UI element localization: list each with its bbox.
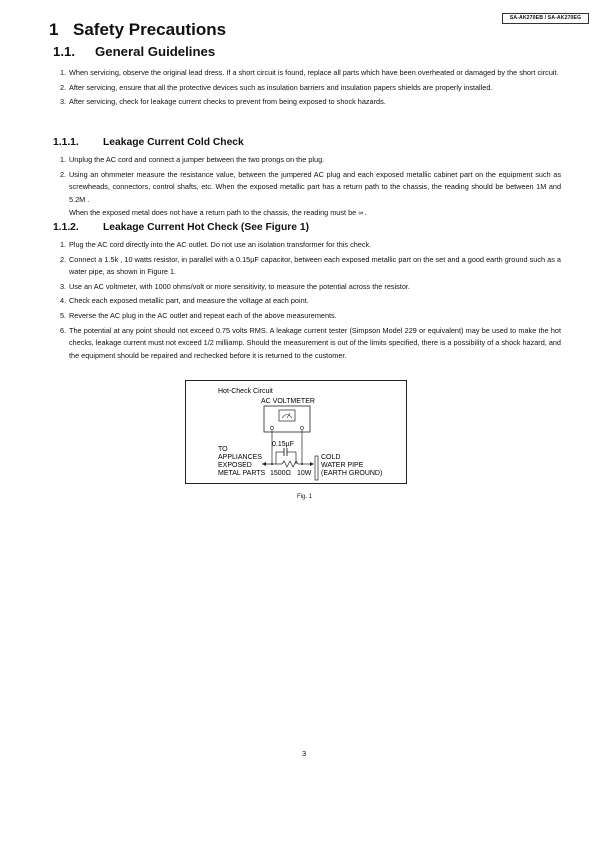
watt-label: 10W — [297, 470, 312, 477]
hot-check-number: 1.1.2. — [53, 222, 79, 233]
list-item: 2. Connect a 1.5k , 10 watts resistor, in parallel with a 0.15µF capacitor, between each exposed metallic part on the set and a good earth ground such as a water pipe, as shown in Figure 1. — [60, 254, 561, 277]
left-label-3: EXPOSED — [218, 462, 252, 469]
cold-check-list — [60, 154, 561, 222]
cold-check-note: When the exposed metal does not have a return path to the chassis, the reading must be ∞ . — [69, 207, 367, 217]
section-number: 1 — [49, 20, 59, 39]
right-label-1: COLD — [321, 454, 341, 461]
right-label-2: WATER PIPE — [321, 462, 364, 469]
model-tag: SA-AK270EB / SA-AK270EG — [502, 13, 589, 24]
list-item: 5. Reverse the AC plug in the AC outlet and repeat each of the above measurements. — [60, 311, 337, 321]
cold-check-number: 1.1.1. — [53, 137, 79, 148]
figure-caption: Fig. 1 — [297, 494, 313, 500]
left-label-4: METAL PARTS — [218, 470, 266, 477]
list-item: 6. The potential at any point should not exceed 0.75 volts RMS. A leakage current tester (Simpson Model 229 or equivalent) may be used to make the hot checks, leakage current must not exceed 1/2 milliamp. Should the measurement is out of the limits specified, there is a possibility of a shock hazard, and the equipment should be repaired and rechecked before it is returned to the customer. — [60, 325, 561, 361]
list-item: 1. Plug the AC cord directly into the AC outlet. Do not use an isolation transformer for this check. — [60, 240, 372, 249]
figure-title: Hot-Check Circuit — [218, 388, 273, 395]
hot-check-circuit-figure — [185, 380, 407, 484]
list-item: 3. After servicing, check for leakage current checks to prevent from being exposed to shock hazards. — [60, 97, 386, 107]
voltmeter-terminal-right — [300, 426, 303, 429]
junction-left — [271, 463, 273, 465]
resistor-label: 1500Ω — [270, 470, 291, 477]
arrow-right — [310, 462, 314, 466]
hot-check-title: Leakage Current Hot Check (See Figure 1) — [103, 222, 309, 233]
water-pipe-icon — [315, 456, 318, 480]
resistor — [282, 461, 298, 467]
meter-label: AC VOLTMETER — [261, 398, 315, 405]
voltmeter-terminal-left — [270, 426, 273, 429]
capacitor-label: 0.15µF — [272, 441, 294, 448]
page-number: 3 — [302, 749, 307, 758]
list-item: 2. After servicing, ensure that all the protective devices such as insulation barriers and insulation papers shields are properly installed. — [60, 82, 493, 92]
hot-check-heading — [53, 222, 309, 233]
cold-check-heading — [53, 137, 244, 148]
junction-right — [301, 463, 303, 465]
general-guidelines-number: 1.1. — [53, 44, 75, 59]
left-label-2: APPLIANCES — [218, 454, 262, 461]
general-guidelines-title: General Guidelines — [95, 44, 216, 59]
cold-check-title: Leakage Current Cold Check — [103, 137, 244, 148]
list-item: 1. When servicing, observe the original lead dress. If a short circuit is found, replace all parts which have been overheated or damaged by the short circuit. — [60, 68, 559, 77]
list-item: 3. Use an AC voltmeter, with 1000 ohms/volt or more sensitivity, to measure the potential across the resistor. — [60, 281, 410, 291]
arrow-left — [262, 462, 266, 466]
list-item: 1. Unplug the AC cord and connect a jumper between the two prongs on the plug. — [60, 155, 325, 164]
list-item: 2. Using an ohmmeter measure the resistance value, between the jumpered AC plug and each exposed metallic cabinet part on the equipment such as screwheads, connectors, control shafts, etc. When the exposed metallic part has a return path to the chassis, the reading should be between 1M and 5.2M . When the exposed metal does not have a return path to the chassis, the reading must be ∞ . — [60, 169, 561, 221]
section-title: Safety Precautions — [73, 20, 227, 39]
general-guidelines-heading — [53, 44, 215, 59]
hot-check-circuit-diagram — [186, 381, 406, 483]
list-item: 4. Check each exposed metallic part, and measure the voltage at each point. — [60, 296, 309, 306]
hot-check-list — [60, 239, 561, 365]
section-heading — [49, 20, 226, 40]
infinity-symbol: ∞ — [358, 209, 363, 217]
general-guidelines-list — [60, 67, 561, 111]
voltmeter-dial — [279, 410, 295, 421]
left-label-1: TO — [218, 446, 228, 453]
right-label-3: (EARTH GROUND) — [321, 470, 383, 477]
